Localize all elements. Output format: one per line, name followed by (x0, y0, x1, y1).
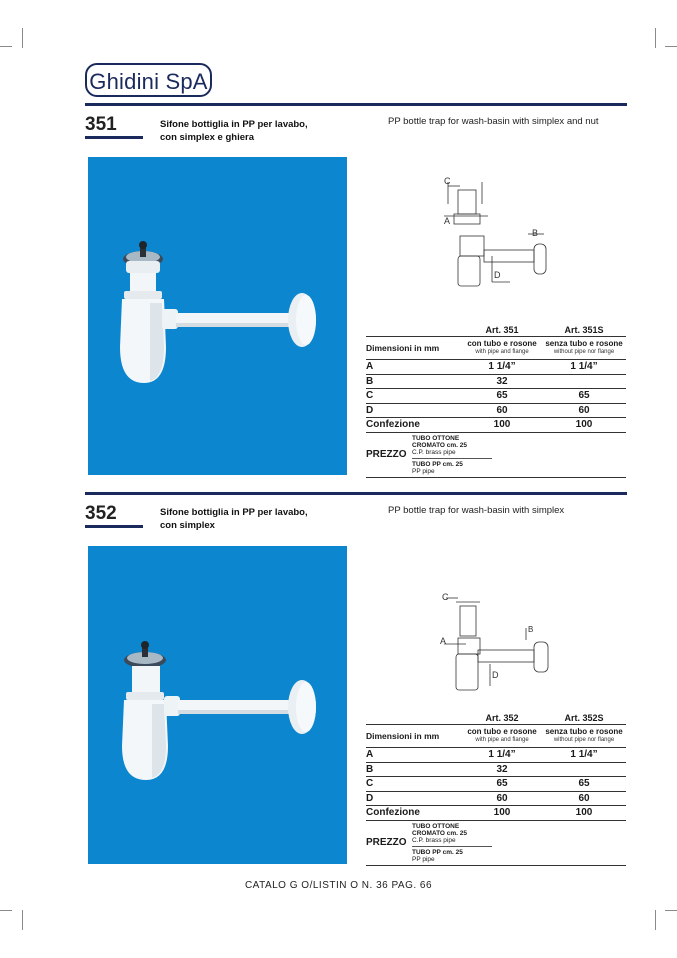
dim-label-d: D (492, 670, 499, 680)
dim-label-b: B (528, 625, 534, 634)
row-label: D (366, 403, 462, 418)
col-header-1: Art. 351 (462, 324, 542, 337)
row-value-1: 65 (462, 389, 542, 404)
row-value-2 (542, 374, 626, 389)
pipe-separator (412, 846, 492, 847)
table-row (366, 806, 626, 821)
table-row (366, 418, 626, 433)
crop-mark (0, 910, 12, 911)
bottle-trap-image (88, 546, 347, 864)
section-rule (85, 492, 627, 495)
col-header-2: Art. 351S (542, 324, 626, 337)
section-rule (85, 103, 627, 106)
row-label: A (366, 360, 462, 375)
row-value-2: 60 (542, 791, 626, 806)
pipe1-it: TUBO OTTONE CROMATO cm. 25 (412, 434, 468, 449)
row-value-2: 60 (542, 403, 626, 418)
table-row (366, 791, 626, 806)
dim-label-b: B (532, 228, 539, 238)
table-row (366, 777, 626, 792)
row-value-1: 100 (462, 418, 542, 433)
technical-drawing (430, 588, 560, 698)
row-value-1: 60 (462, 791, 542, 806)
pipe1-en: C.P. brass pipe (412, 448, 456, 456)
pipe2-it: TUBO PP cm. 25 (412, 848, 463, 856)
pipe-separator (412, 458, 492, 459)
pipe2-en: PP pipe (412, 467, 435, 475)
col1-desc-en: with pipe and flange (475, 349, 529, 355)
product-photo (88, 157, 347, 475)
crop-mark (665, 46, 677, 47)
row-label: C (366, 389, 462, 404)
bottle-trap-image (88, 157, 347, 475)
article-number: 352 (85, 503, 117, 524)
pipe1-en: C.P. brass pipe (412, 836, 456, 844)
row-value-2: 100 (542, 418, 626, 433)
col1-desc-it: con tubo e rosone (467, 339, 537, 348)
col2-desc-en: without pipe nor flange (553, 737, 615, 743)
table-row (366, 389, 626, 404)
row-value-2 (542, 762, 626, 777)
col2-desc-it: senza tubo e rosone (545, 339, 623, 348)
dimension-label: Dimensioni in mm (366, 337, 462, 360)
dim-label-d: D (494, 270, 501, 280)
crop-mark (655, 28, 656, 48)
price-label: PREZZO (366, 837, 407, 848)
row-value-1: 65 (462, 777, 542, 792)
brand-logo: Ghidini SpA (85, 63, 212, 97)
row-label: Confezione (366, 806, 462, 821)
row-label: D (366, 791, 462, 806)
row-value-1: 100 (462, 806, 542, 821)
product-title-it: Sifone bottiglia in PP per lavabo, con simplex (160, 507, 308, 531)
crop-mark (22, 910, 23, 930)
row-label: B (366, 374, 462, 389)
table-row (366, 360, 626, 375)
page-footer: CATALO G O/LISTIN O N. 36 PAG. 66 (244, 880, 433, 891)
table-row (366, 374, 626, 389)
col2-desc-it: senza tubo e rosone (545, 727, 623, 736)
crop-mark (655, 910, 656, 930)
row-value-1: 1 1/4” (462, 360, 542, 375)
col1-desc-it: con tubo e rosone (467, 727, 537, 736)
price-label: PREZZO (366, 449, 407, 460)
table-row (366, 403, 626, 418)
row-value-2: 65 (542, 777, 626, 792)
row-value-2: 1 1/4” (542, 360, 626, 375)
row-value-2: 65 (542, 389, 626, 404)
col-header-2: Art. 352S (542, 712, 626, 725)
row-value-2: 100 (542, 806, 626, 821)
col1-desc-en: with pipe and flange (475, 737, 529, 743)
dimension-label: Dimensioni in mm (366, 725, 462, 748)
row-value-2: 1 1/4” (542, 748, 626, 763)
row-value-1: 1 1/4” (462, 748, 542, 763)
crop-mark (0, 46, 12, 47)
dim-label-c: C (444, 176, 451, 186)
product-title-it: Sifone bottiglia in PP per lavabo, con simplex e ghiera (160, 119, 308, 143)
pipe1-it: TUBO OTTONE CROMATO cm. 25 (412, 822, 468, 837)
technical-drawing (430, 172, 560, 322)
pipe2-it: TUBO PP cm. 25 (412, 460, 463, 468)
pipe2-en: PP pipe (412, 855, 435, 863)
product-title-en: PP bottle trap for wash-basin with simplex (388, 505, 565, 516)
row-label: A (366, 748, 462, 763)
article-number: 351 (85, 114, 117, 135)
row-label: B (366, 762, 462, 777)
dim-label-c: C (442, 592, 449, 602)
row-value-1: 60 (462, 403, 542, 418)
spec-table (366, 324, 626, 478)
product-title-en: PP bottle trap for wash-basin with simplex and nut (388, 116, 599, 127)
row-value-1: 32 (462, 762, 542, 777)
col2-desc-en: without pipe nor flange (553, 349, 615, 355)
dim-label-a: A (440, 636, 447, 646)
crop-mark (22, 28, 23, 48)
crop-mark (665, 910, 677, 911)
spec-table (366, 712, 626, 866)
row-label: Confezione (366, 418, 462, 433)
table-row (366, 762, 626, 777)
article-underline (85, 525, 143, 528)
row-value-1: 32 (462, 374, 542, 389)
article-underline (85, 136, 143, 139)
product-photo (88, 546, 347, 864)
row-label: C (366, 777, 462, 792)
table-row (366, 748, 626, 763)
dim-label-a: A (444, 216, 451, 226)
col-header-1: Art. 352 (462, 712, 542, 725)
